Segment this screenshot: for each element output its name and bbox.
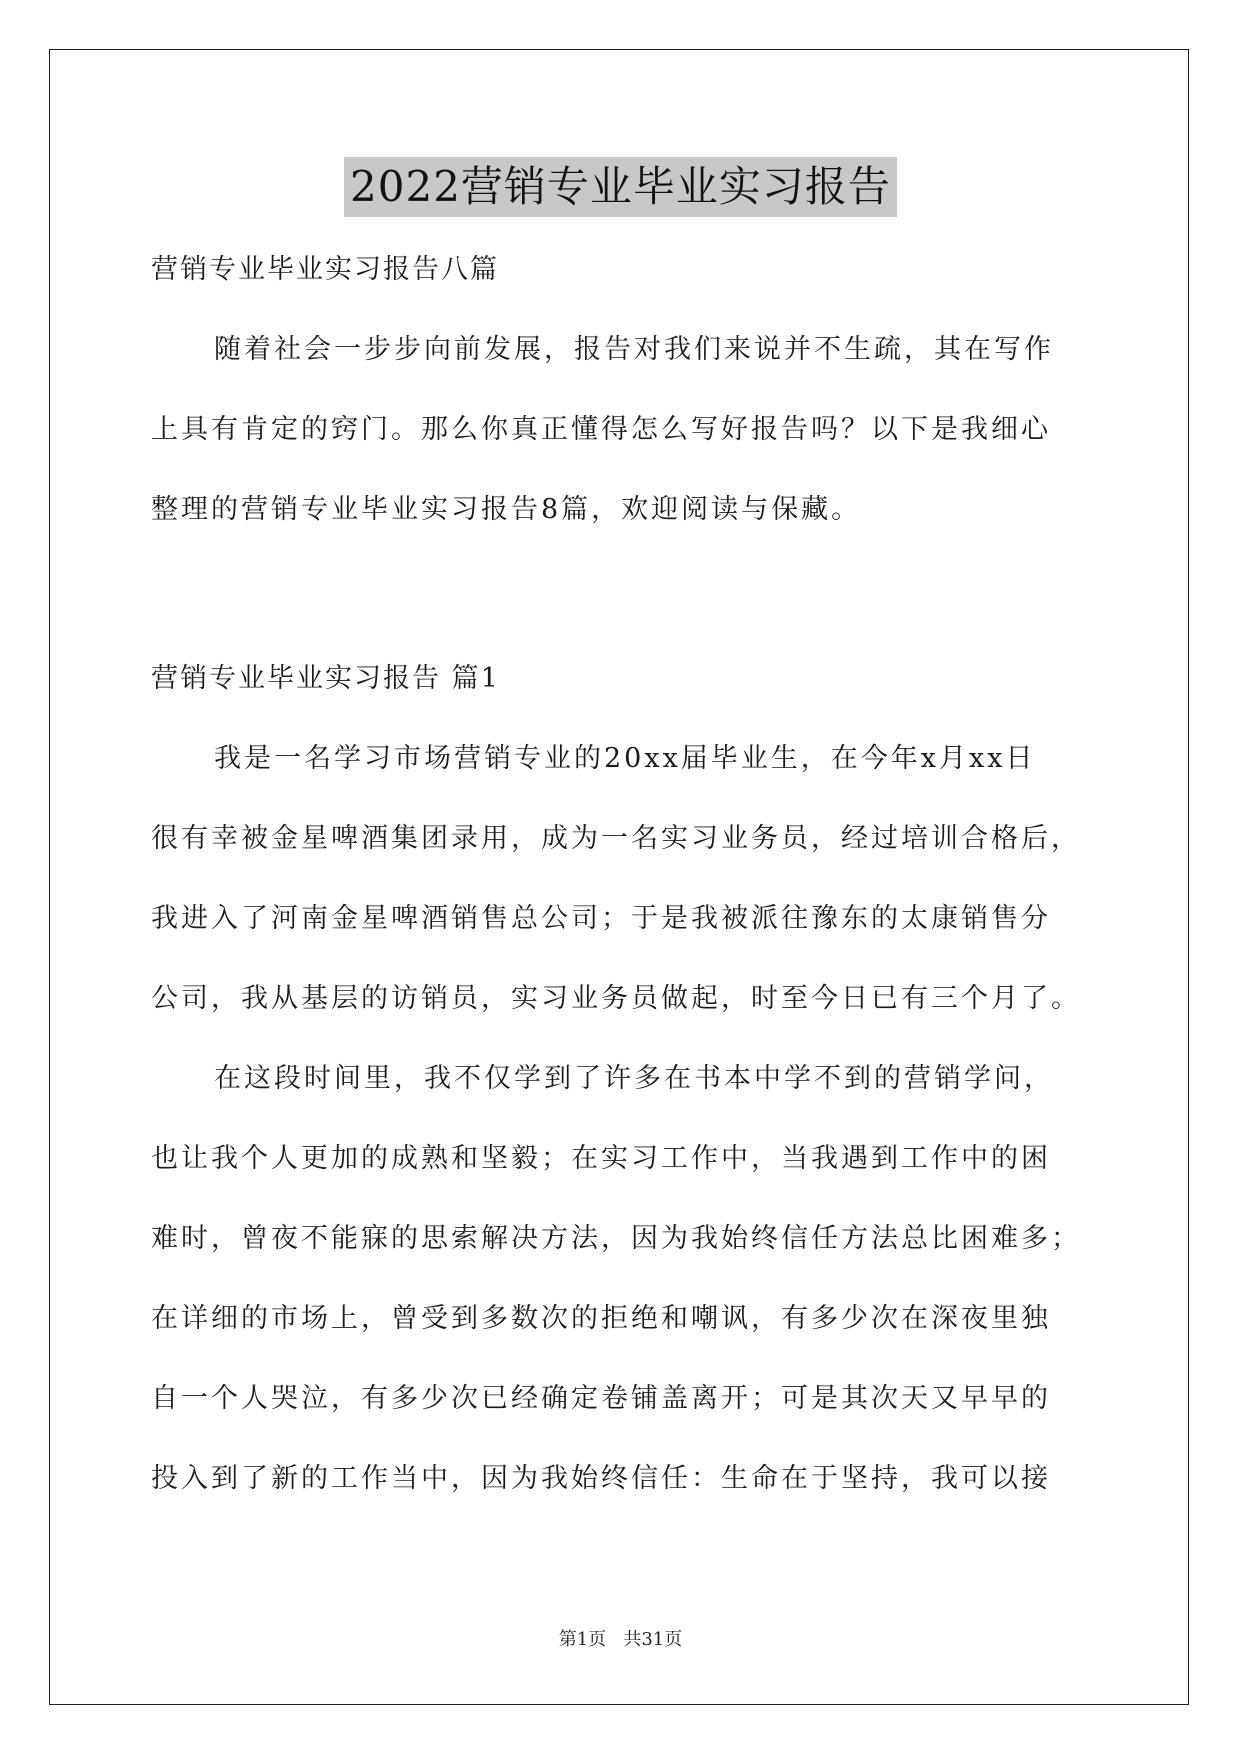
paragraph-line: 在这段时间里，我不仅学到了许多在书本中学不到的营销学问，	[214, 1063, 1054, 1094]
intro-line: 随着社会一步步向前发展，报告对我们来说并不生疏，其在写作	[214, 334, 1054, 365]
paragraph-line: 投入到了新的工作当中，因为我始终信任：生命在于坚持，我可以接	[151, 1463, 1051, 1494]
paragraph-line: 很有幸被金星啤酒集团录用，成为一名实习业务员，经过培训合格后，	[151, 823, 1081, 854]
page-number: 第1页 共31页	[558, 1629, 683, 1650]
section-heading: 营销专业毕业实习报告 篇1	[151, 663, 500, 694]
paragraph-line: 自一个人哭泣，有多少次已经确定卷铺盖离开；可是其次天又早早的	[151, 1383, 1051, 1414]
paragraph-line: 也让我个人更加的成熟和坚毅；在实习工作中，当我遇到工作中的困	[151, 1143, 1051, 1174]
intro-line: 整理的营销专业毕业实习报告8篇，欢迎阅读与保藏。	[151, 494, 862, 525]
page-footer	[0, 1625, 1241, 1651]
title-container	[0, 157, 1241, 217]
paragraph-line: 我进入了河南金星啤酒销售总公司；于是我被派往豫东的太康销售分	[151, 903, 1051, 934]
paragraph-line: 难时，曾夜不能寐的思索解决方法，因为我始终信任方法总比困难多；	[151, 1223, 1081, 1254]
intro-line: 上具有肯定的窍门。那么你真正懂得怎么写好报告吗？以下是我细心	[151, 414, 1051, 445]
document-body	[151, 230, 1093, 1519]
section-spacer	[151, 550, 1093, 639]
intro-heading: 营销专业毕业实习报告八篇	[151, 254, 499, 285]
paragraph-line: 在详细的市场上，曾受到多数次的拒绝和嘲讽，有多少次在深夜里独	[151, 1303, 1051, 1334]
paragraph-line: 我是一名学习市场营销专业的20xx届毕业生，在今年x月xx日	[214, 743, 1036, 774]
document-title: 2022营销专业毕业实习报告	[344, 157, 897, 217]
paragraph-line: 公司，我从基层的访销员，实习业务员做起，时至今日已有三个月了。	[151, 983, 1081, 1014]
